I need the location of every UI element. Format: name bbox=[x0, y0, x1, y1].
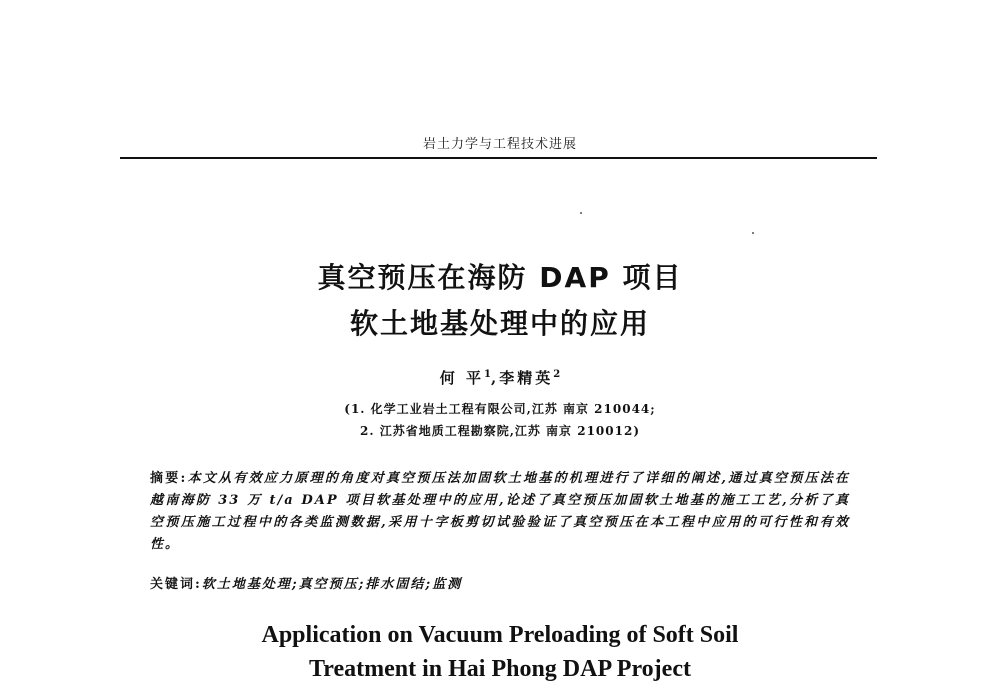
author-line bbox=[0, 367, 1000, 388]
keywords-text: 软土地基处理;真空预压;排水固结;监测 bbox=[201, 577, 463, 592]
english-title-line-2: Treatment in Hai Phong DAP Project bbox=[309, 656, 691, 682]
abstract-text: 本文从有效应力原理的角度对真空预压法加固软土地基的机理进行了详细的阐述,通过真空预压法在越南海防 33 万 t/a DAP 项目软基处理中的应用,论述了真空预压加固软土地基的施工工艺,分析了真空预压施工过程中的各类监测数据,采用十字板剪切试验验证了真空预压在本工程中应用的可行性和有效性。 bbox=[150, 471, 850, 552]
keywords-label: 关键词: bbox=[150, 577, 202, 592]
affiliation-1: (1. 化学工业岩土工程有限公司,江苏 南京 210044; bbox=[344, 402, 656, 416]
chinese-title-line-1: 真空预压在海防 DAP 项目 bbox=[317, 261, 683, 294]
author-2-name: 李精英 bbox=[499, 369, 554, 387]
scan-speck bbox=[752, 232, 754, 234]
affiliation-2: 2. 江苏省地质工程勘察院,江苏 南京 210012) bbox=[359, 424, 640, 438]
header-rule bbox=[120, 157, 877, 159]
author-2-affiliation-mark: 2 bbox=[553, 369, 561, 380]
abstract bbox=[150, 468, 850, 556]
chinese-title-line-2: 软土地基处理中的应用 bbox=[349, 307, 650, 340]
keywords bbox=[150, 573, 850, 592]
author-1-affiliation-mark: 1 bbox=[484, 369, 491, 380]
scan-speck bbox=[580, 212, 582, 214]
author-1-name: 何 平 bbox=[439, 369, 485, 387]
abstract-label: 摘要: bbox=[150, 471, 188, 486]
author-separator: , bbox=[490, 369, 500, 387]
english-title-line-1: Application on Vacuum Preloading of Soft Soil bbox=[261, 622, 739, 648]
journal-header: 岩土力学与工程技术进展 bbox=[422, 137, 577, 152]
